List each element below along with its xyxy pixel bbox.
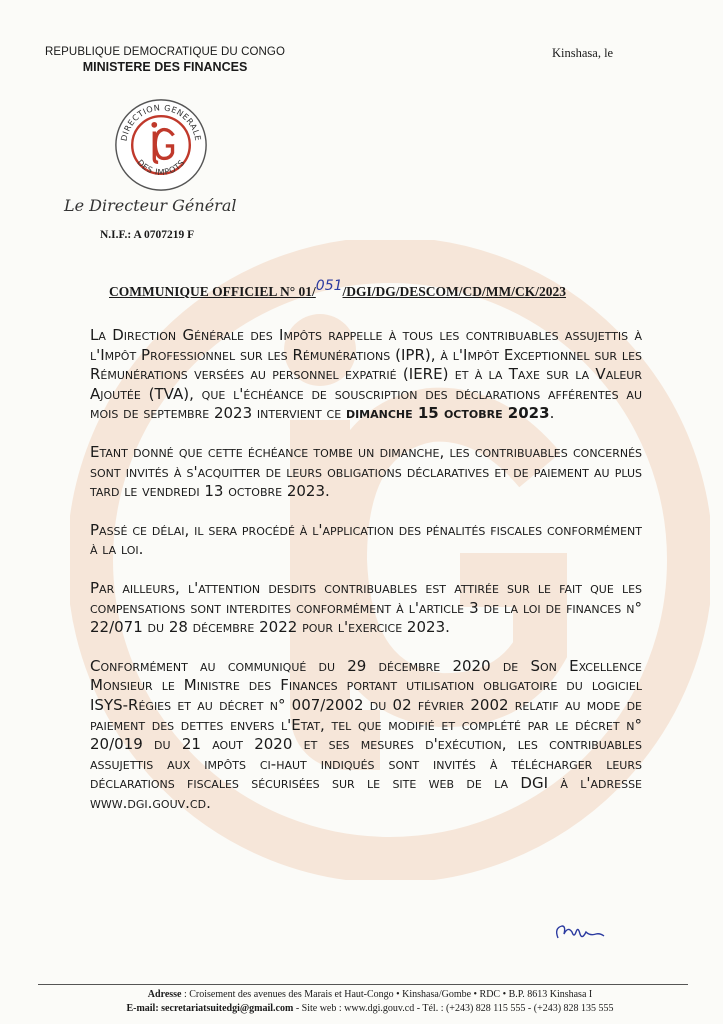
handwritten-number: 051 xyxy=(315,278,343,294)
paragraph-1 xyxy=(90,326,642,424)
contact-text: - Site web : www.dgi.gouv.cd - Tél. : (+243) 828 115 555 - (+243) 828 135 555 xyxy=(293,1003,614,1014)
seal-ring-bottom: DES IMPOTS xyxy=(135,157,187,177)
address-label: Adresse xyxy=(147,989,182,1000)
email-text: E-mail: secretariatsuitedgi@gmail.com xyxy=(126,1003,294,1014)
title-prefix: COMMUNIQUE OFFICIEL N° 01/ xyxy=(109,284,316,299)
footer-divider xyxy=(38,984,688,985)
paragraph-1-text: La Direction Générale des Impôts rappelle à tous les contribuables assujettis à l'Impôt Professionnel sur les Rémunérations (IPR), à l'Impôt Exceptionnel sur les Rémunérations versées au personnel expatrié (IERE) et à la Taxe sur la Valeur Ajoutée (TVA), que l'échéance de souscription des déclarations afférentes au mois de septembre 2023 intervient ce xyxy=(90,326,642,423)
handwritten-signature xyxy=(550,920,610,948)
paragraph-3: Passé ce délai, il sera procédé à l'application des pénalités fiscales conformément à la loi. xyxy=(90,520,642,559)
seal-ring-top: DIRECTION GENERALE xyxy=(118,102,204,142)
nif-number: N.I.F.: A 0707219 F xyxy=(100,229,195,241)
paragraph-1-end: . xyxy=(549,404,555,423)
place-date: Kinshasa, le xyxy=(552,46,614,60)
letterhead xyxy=(40,46,290,74)
ministry-name: MINISTERE DES FINANCES xyxy=(82,60,248,74)
paragraph-4: Par ailleurs, l'attention desdits contribuables est attirée sur le fait que les compensations sont interdites conformément à l'article 3 de la loi de finances n° 22/071 du 28 décembre 2022 pour l'exercice 2023. xyxy=(90,578,642,637)
footer-address-line xyxy=(40,988,700,1002)
footer xyxy=(40,988,700,1016)
dgi-seal-logo xyxy=(113,97,209,193)
paragraph-5: Conformément au communiqué du 29 décembre 2020 de Son Excellence Monsieur le Ministre des Finances portant utilisation obligatoire du logiciel ISYS-Régies et au décret n° 007/2002 du 02 février 2002 relatif au mode de paiement des dettes envers l'Etat, tel que modifié et complété par le décret n° 20/019 du 21 aout 2020 et ses mesures d'exécution, les contribuables assujettis aux impôts ci-haut indiqués sont invités à télécharger leurs déclarations fiscales sécurisées sur le site web de la DGI à l'adresse www.dgi.gouv.cd. xyxy=(90,656,642,812)
communique-body xyxy=(90,326,642,832)
director-title: Le Directeur Général xyxy=(64,196,237,215)
communique-title xyxy=(109,278,567,300)
paragraph-2: Etant donné que cette échéance tombe un dimanche, les contribuables concernés sont invités à s'acquitter de leurs obligations déclaratives et de paiement au plus tard le vendredi 13 octobre 2023. xyxy=(90,442,642,501)
deadline-date: dimanche 15 octobre 2023 xyxy=(345,404,550,423)
republic-name: REPUBLIQUE DEMOCRATIQUE DU CONGO xyxy=(44,46,286,58)
address-text: : Croisement des avenues des Marais et Haut-Congo • Kinshasa/Gombe • RDC • B.P. 8613 Kinshasa I xyxy=(181,989,593,1000)
footer-contact-line xyxy=(40,1002,700,1016)
title-suffix: /DGI/DG/DESCOM/CD/MM/CK/2023 xyxy=(342,284,567,299)
